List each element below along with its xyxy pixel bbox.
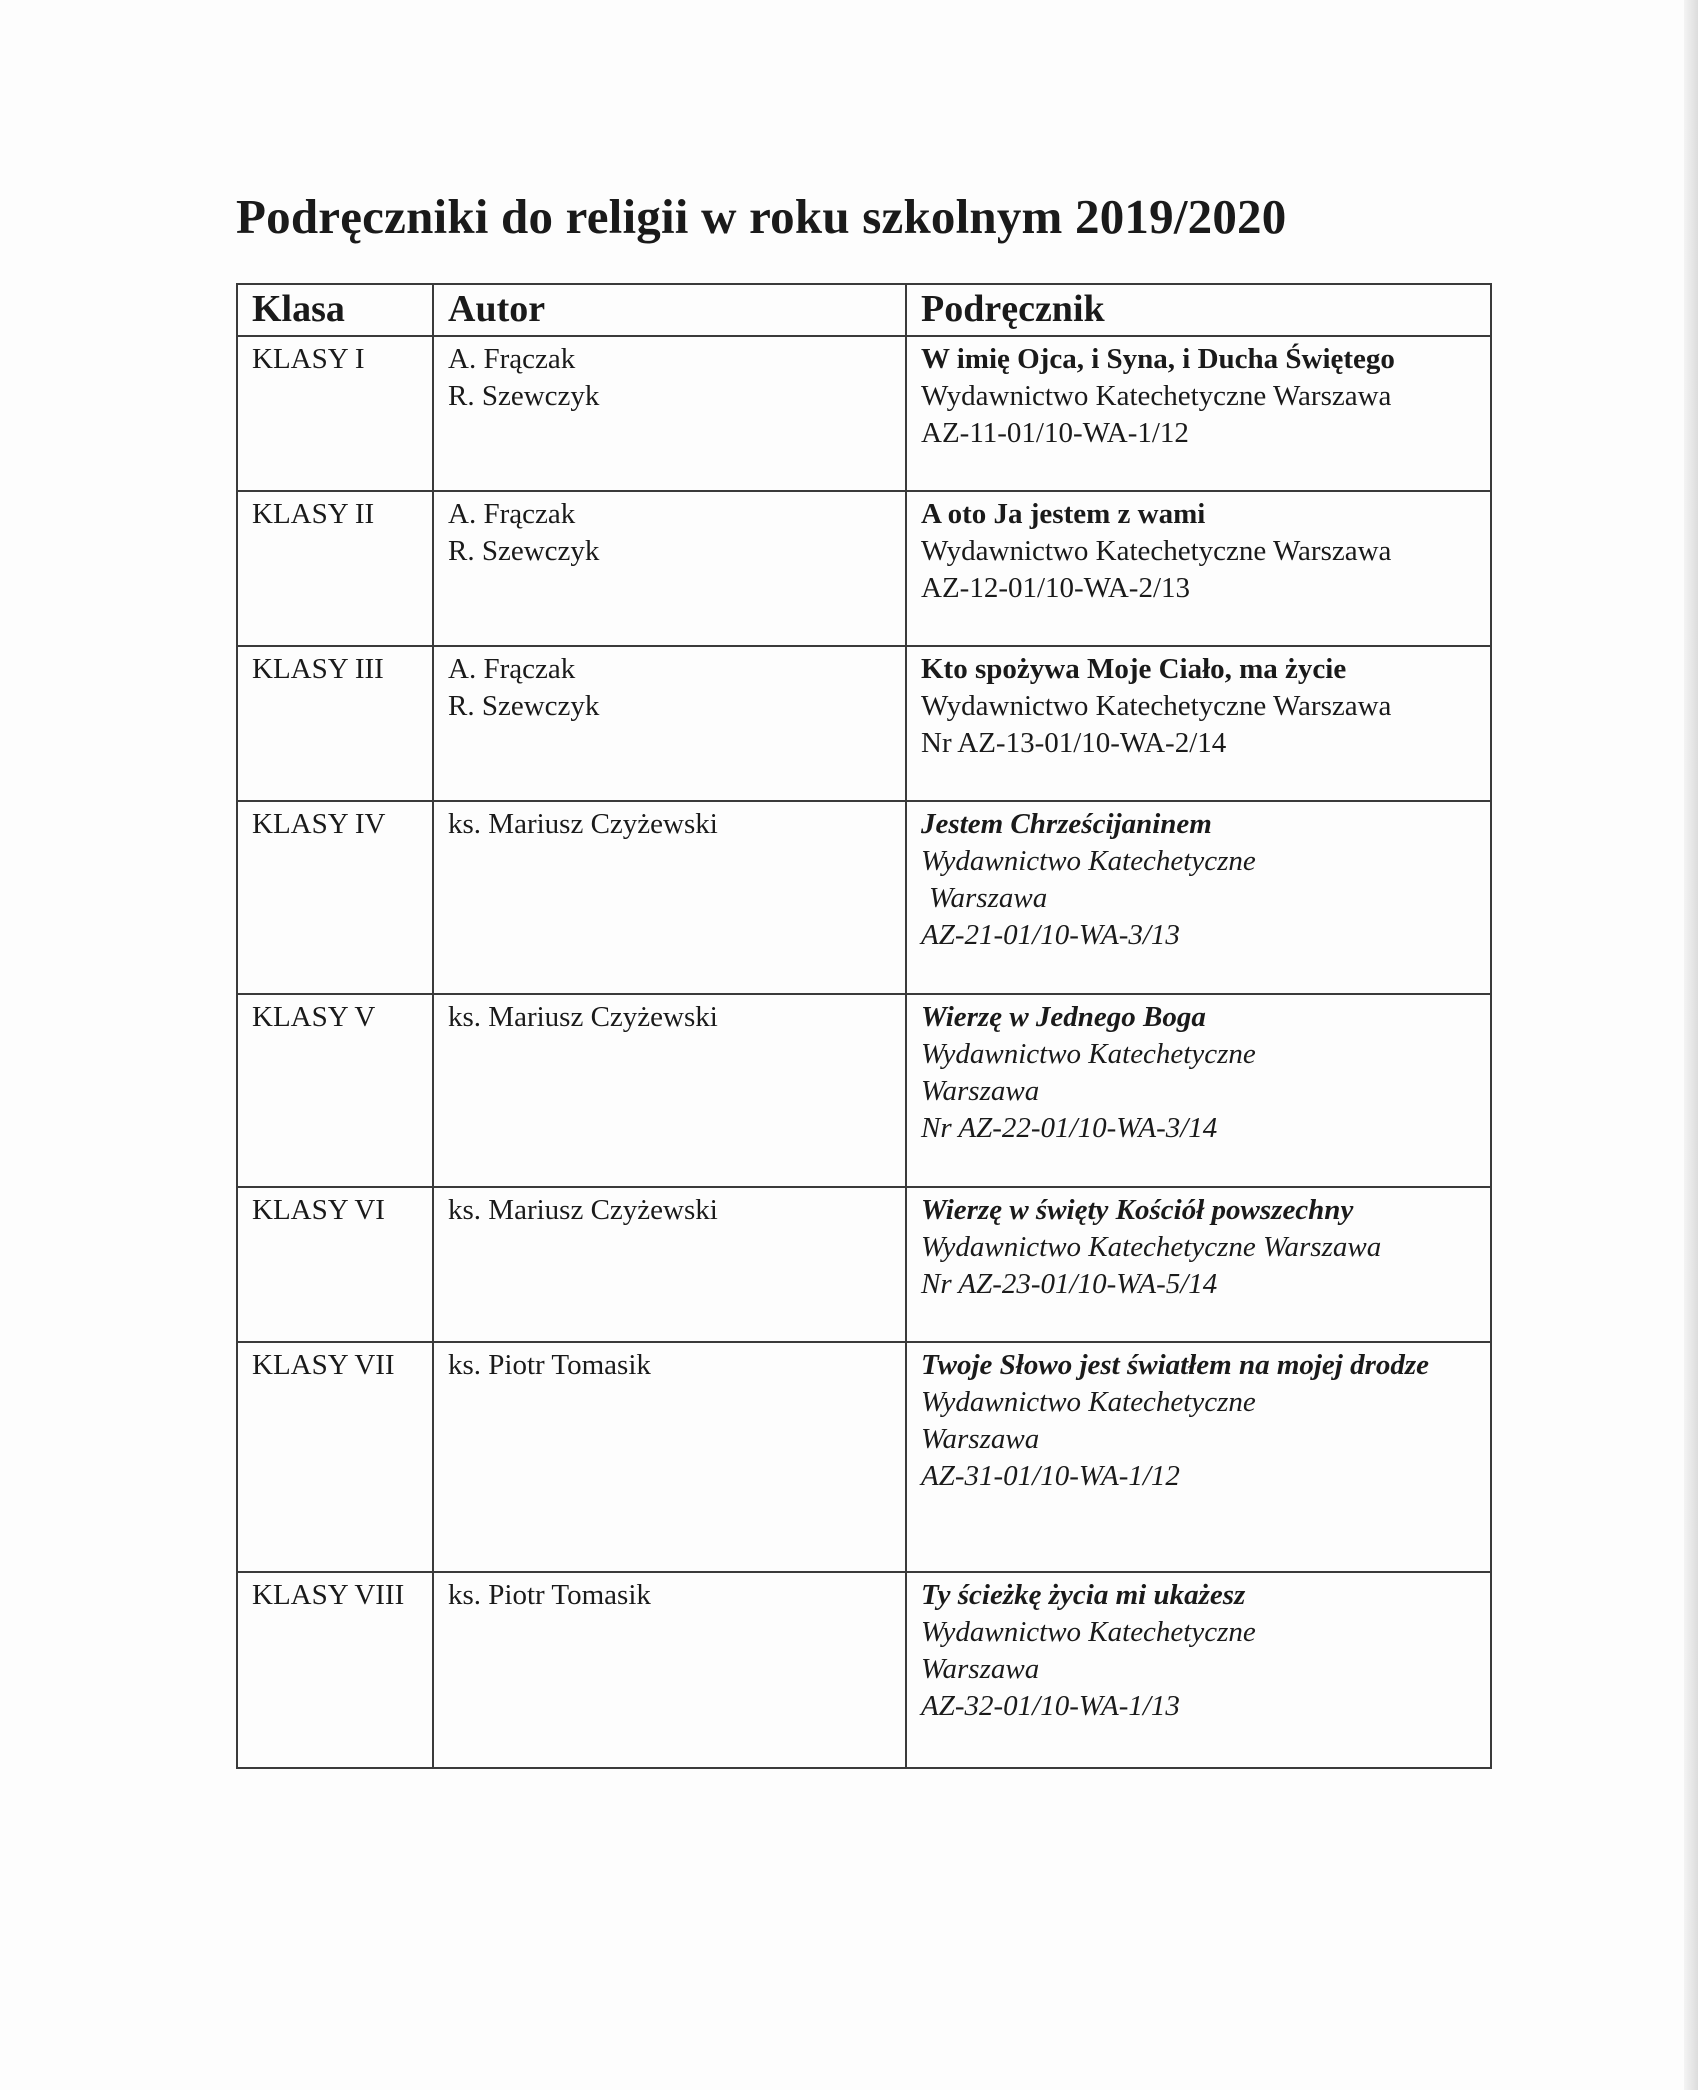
book-title: Wierzę w Jednego Boga [921,1001,1206,1033]
header-klasa: Klasa [237,284,433,336]
publisher-name: Wydawnictwo Katechetyczne Warszawa [921,690,1392,722]
cell-podrecznik [906,994,1491,1187]
book-title: Twoje Słowo jest światłem na mojej drodze [921,1349,1430,1381]
table-body [237,336,1491,1768]
publisher-name: Wydawnictwo Katechetyczne [921,845,1256,877]
author-name: ks. Mariusz Czyżewski [448,1194,718,1226]
textbook-table [236,283,1492,1769]
header-podrecznik: Podręcznik [906,284,1491,336]
cell-klasa [237,1187,433,1342]
author-name: R. Szewczyk [448,535,600,567]
cell-podrecznik [906,1572,1491,1768]
cell-podrecznik [906,646,1491,801]
publisher-name: Wydawnictwo Katechetyczne Warszawa [921,1231,1382,1263]
cell-autor [433,336,906,491]
approval-code: AZ-21-01/10-WA-3/13 [921,919,1180,951]
approval-code: AZ-31-01/10-WA-1/12 [921,1460,1180,1492]
klasa-label: KLASY V [252,1001,376,1033]
table-row [237,491,1491,646]
page-title: Podręczniki do religii w roku szkolnym 2019/2020 [236,189,1287,244]
table-row [237,1187,1491,1342]
book-title: W imię Ojca, i Syna, i Ducha Świętego [921,343,1395,375]
header-autor: Autor [433,284,906,336]
publisher-name: Warszawa [921,1653,1040,1685]
cell-klasa [237,336,433,491]
author-name: ks. Mariusz Czyżewski [448,1001,718,1033]
publisher-name: Wydawnictwo Katechetyczne [921,1038,1256,1070]
table-row [237,646,1491,801]
table-row [237,1342,1491,1572]
table-row [237,1572,1491,1768]
approval-code: Nr AZ-22-01/10-WA-3/14 [921,1112,1218,1144]
publisher-name: Wydawnictwo Katechetyczne [921,1616,1256,1648]
cell-klasa [237,1572,433,1768]
approval-code: AZ-32-01/10-WA-1/13 [921,1690,1180,1722]
book-title: Jestem Chrześcijaninem [921,808,1212,840]
author-name: R. Szewczyk [448,380,600,412]
cell-klasa [237,646,433,801]
book-title: Wierzę w święty Kościół powszechny [921,1194,1354,1226]
cell-autor [433,1572,906,1768]
klasa-label: KLASY I [252,343,365,375]
klasa-label: KLASY VII [252,1349,395,1381]
publisher-name: Wydawnictwo Katechetyczne [921,1386,1256,1418]
book-title: Kto spożywa Moje Ciało, ma życie [921,653,1347,685]
cell-klasa [237,1342,433,1572]
klasa-label: KLASY VIII [252,1579,405,1611]
klasa-label: KLASY III [252,653,384,685]
cell-podrecznik [906,801,1491,994]
cell-klasa [237,801,433,994]
cell-autor [433,801,906,994]
book-title: Ty ścieżkę życia mi ukażesz [921,1579,1246,1611]
klasa-label: KLASY IV [252,808,386,840]
table-header-row [237,284,1491,336]
table-row [237,336,1491,491]
publisher-name: Warszawa [921,1423,1040,1455]
cell-autor [433,491,906,646]
approval-code: AZ-12-01/10-WA-2/13 [921,572,1191,604]
publisher-name: Wydawnictwo Katechetyczne Warszawa [921,380,1392,412]
klasa-label: KLASY VI [252,1194,385,1226]
cell-podrecznik [906,491,1491,646]
author-name: R. Szewczyk [448,690,600,722]
table-row [237,994,1491,1187]
approval-code: Nr AZ-13-01/10-WA-2/14 [921,727,1227,759]
publisher-name: Warszawa [921,1075,1040,1107]
cell-autor [433,1342,906,1572]
cell-autor [433,1187,906,1342]
klasa-label: KLASY II [252,498,375,530]
approval-code: Nr AZ-23-01/10-WA-5/14 [921,1268,1218,1300]
approval-code: AZ-11-01/10-WA-1/12 [921,417,1189,449]
table-row [237,801,1491,994]
author-name: A. Frączak [448,498,576,530]
cell-autor [433,994,906,1187]
publisher-name: Wydawnictwo Katechetyczne Warszawa [921,535,1392,567]
cell-podrecznik [906,336,1491,491]
author-name: ks. Piotr Tomasik [448,1349,651,1381]
author-name: A. Frączak [448,343,576,375]
scan-edge-shadow [1684,0,1698,2090]
cell-klasa [237,491,433,646]
author-name: ks. Piotr Tomasik [448,1579,651,1611]
publisher-name: Warszawa [929,882,1048,914]
cell-podrecznik [906,1187,1491,1342]
book-title: A oto Ja jestem z wami [921,498,1206,530]
author-name: ks. Mariusz Czyżewski [448,808,718,840]
cell-podrecznik [906,1342,1491,1572]
cell-klasa [237,994,433,1187]
author-name: A. Frączak [448,653,576,685]
cell-autor [433,646,906,801]
